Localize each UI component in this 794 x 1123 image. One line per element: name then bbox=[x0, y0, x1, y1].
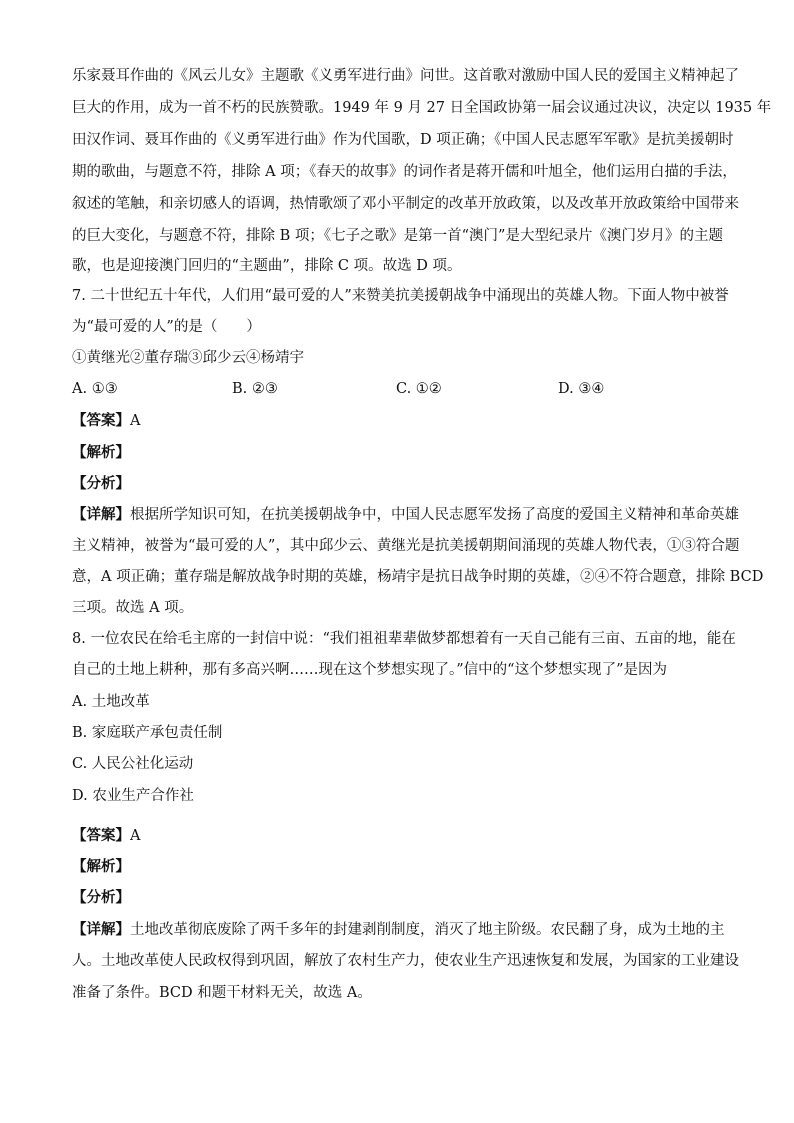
q7-analysis-tag: 【解析】 bbox=[72, 444, 130, 461]
text-line: 主义精神，被誉为“最可爱的人”，其中邱少云、黄继光是抗美援朝期间涌现的英雄人物代表，①③符合题 bbox=[72, 538, 740, 554]
text-line: 田汉作词、聂耳作曲的《义勇军进行曲》作为代国歌，D 项正确；《中国人民志愿军军歌》是抗美援朝时 bbox=[72, 132, 734, 148]
question-8-stem: 自己的土地上耕种，那有多高兴啊……现在这个梦想实现了。”信中的“这个梦想实现了”是因为 bbox=[72, 662, 667, 678]
text-line: 的巨大变化，与题意不符，排除 B 项；《七子之歌》是第一首“澳门”是大型纪录片《澳门岁月》的主题 bbox=[72, 228, 723, 244]
question-7-items: ①黄继光②董存瑞③邱少云④杨靖宇 bbox=[72, 350, 304, 366]
q7-option-b: B. ②③ bbox=[232, 381, 278, 397]
q8-option-c: C. 人民公社化运动 bbox=[72, 756, 194, 772]
q8-analysis-tag: 【解析】 bbox=[72, 858, 130, 875]
text-line: 意，A 项正确；董存瑞是解放战争时期的英雄，杨靖宇是抗日战争时期的英雄，②④不符合题意，排除 BCD bbox=[72, 569, 764, 585]
q7-fenxi-tag: 【分析】 bbox=[72, 475, 130, 492]
q7-option-d: D. ③④ bbox=[558, 381, 605, 397]
question-7-stem: 7. 二十世纪五十年代，人们用“最可爱的人”来赞美抗美援朝战争中涌现出的英雄人物。下面人物中被誉 bbox=[72, 288, 729, 304]
text-line: 期的歌曲，与题意不符，排除 A 项；《春天的故事》的词作者是蒋开儒和叶旭全，他们运用白描的手法， bbox=[72, 164, 737, 180]
text-line: 人。土地改革使人民政权得到巩固，解放了农村生产力，使农业生产迅速恢复和发展，为国家的工业建设 bbox=[72, 953, 739, 969]
q7-detail bbox=[72, 505, 739, 525]
text-line: 歌，也是迎接澳门回归的“主题曲”，排除 C 项。故选 D 项。 bbox=[72, 258, 462, 274]
question-7-stem: 为“最可爱的人”的是（ ） bbox=[72, 319, 261, 335]
q8-option-d: D. 农业生产合作社 bbox=[72, 788, 194, 804]
detail-tag: 【详解】 bbox=[72, 506, 130, 523]
text-line: 三项。故选 A 项。 bbox=[72, 600, 194, 616]
text-line: 巨大的作用，成为一首不朽的民族赞歌。1949 年 9 月 27 日全国政协第一届会议通过决议，决定以 1935 年 bbox=[72, 100, 772, 116]
q8-fenxi-tag: 【分析】 bbox=[72, 889, 130, 906]
answer-tag: 【答案】 bbox=[72, 827, 130, 844]
answer-value: A bbox=[130, 413, 141, 429]
answer-value: A bbox=[130, 828, 141, 844]
q8-option-b: B. 家庭联产承包责任制 bbox=[72, 725, 223, 741]
q8-option-a: A. 土地改革 bbox=[72, 694, 150, 710]
q7-option-a: A. ①③ bbox=[72, 381, 118, 397]
text-line: 准备了条件。BCD 和题干材料无关，故选 A。 bbox=[72, 985, 372, 1001]
detail-text: 根据所学知识可知，在抗美援朝战争中，中国人民志愿军发扬了高度的爱国主义精神和革命英雄 bbox=[130, 507, 739, 523]
q8-detail bbox=[72, 920, 732, 940]
answer-tag: 【答案】 bbox=[72, 412, 130, 429]
detail-text: 土地改革彻底废除了两千多年的封建剥削制度，消灭了地主阶级。农民翻了身，成为土地的主 bbox=[130, 922, 725, 938]
text-line: 叙述的笔触，和亲切感人的语调，热情歌颂了邓小平制定的改革开放政策，以及改革开放政策给中国带来 bbox=[72, 196, 739, 212]
q8-answer bbox=[72, 826, 732, 846]
q7-option-c: C. ①② bbox=[396, 381, 442, 397]
text-line: 乐家聂耳作曲的《风云儿女》主题歌《义勇军进行曲》问世。这首歌对激励中国人民的爱国主义精神起了 bbox=[72, 68, 739, 84]
question-8-stem: 8. 一位农民在给毛主席的一封信中说：“我们祖祖辈辈做梦都想着有一天自己能有三亩、五亩的地，能在 bbox=[72, 631, 736, 647]
detail-tag: 【详解】 bbox=[72, 921, 130, 938]
q7-answer bbox=[72, 411, 732, 431]
